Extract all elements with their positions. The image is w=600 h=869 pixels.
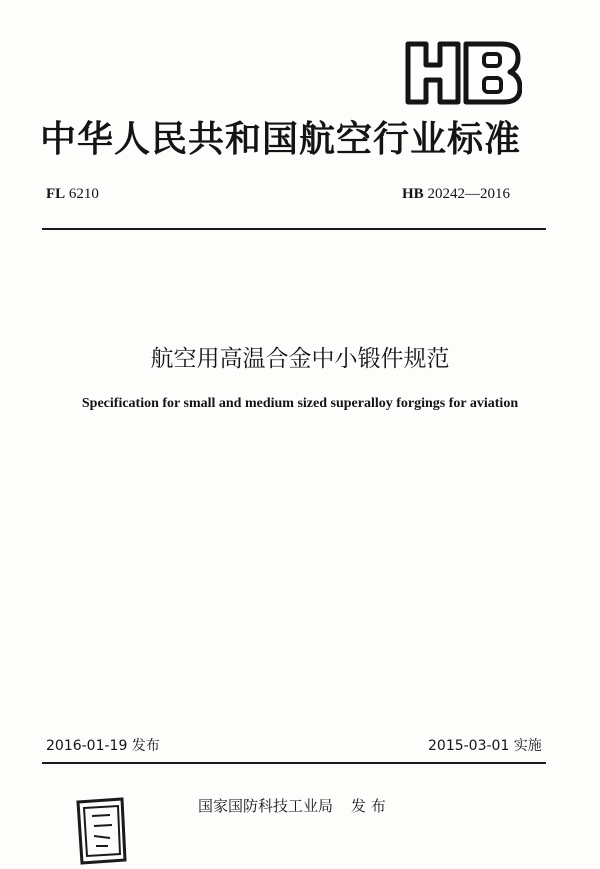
hb-logo	[404, 40, 522, 106]
publisher-action: 发 布	[351, 797, 386, 815]
document-title-en: Specification for small and medium sized superalloy forgings for aviation	[81, 396, 519, 411]
standard-title: 中华人民共和国航空行业标准	[40, 119, 522, 160]
implementation-date: 2015-03-01 实施	[428, 738, 542, 754]
hb-logo-icon	[404, 40, 522, 106]
classification-prefix: FL	[46, 186, 66, 202]
standard-prefix: HB	[402, 186, 424, 202]
publisher-name: 国家国防科技工业局	[198, 797, 334, 815]
standard-number	[402, 186, 510, 203]
issue-date: 2016-01-19 发布	[46, 738, 160, 754]
standard-number-value: 20242—2016	[427, 186, 510, 202]
publisher	[198, 795, 386, 816]
classification-code	[46, 186, 99, 203]
stamp-icon	[70, 796, 130, 866]
header-divider	[42, 228, 546, 230]
stamp-mark	[70, 796, 130, 866]
footer-divider	[42, 762, 546, 764]
document-title-cn: 航空用高温合金中小锻件规范	[150, 346, 450, 372]
classification-number: 6210	[68, 186, 99, 202]
